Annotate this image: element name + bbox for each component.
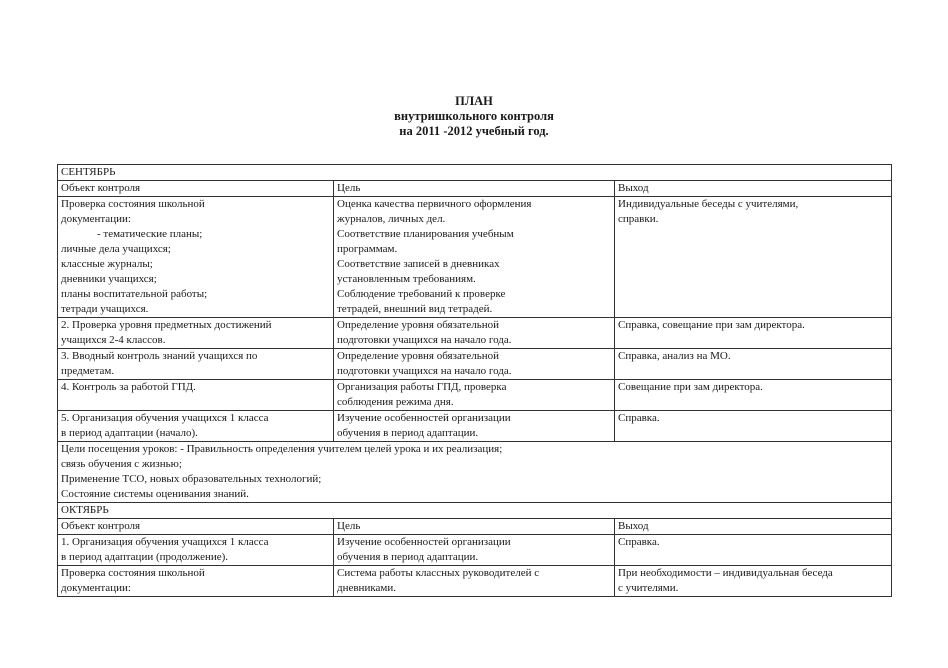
goal-cell (334, 349, 615, 380)
document-header (0, 94, 948, 139)
table-row (58, 535, 892, 566)
object-cell (58, 566, 334, 597)
cell-line: Справка. (618, 412, 660, 424)
cell-line: дневники учащихся; (61, 273, 157, 285)
month-label: СЕНТЯБРЬ (58, 165, 892, 181)
cell-line: Применение ТСО, новых образовательных технологий; (61, 473, 322, 485)
cell-line: 1. Организация обучения учащихся 1 класса (61, 536, 269, 548)
column-header-row (58, 181, 892, 197)
object-cell (58, 535, 334, 566)
goal-cell (334, 411, 615, 442)
cell-line: тетрадей, внешний вид тетрадей. (337, 303, 493, 315)
cell-line: Проверка состояния школьной (61, 198, 205, 210)
cell-line: обучения в период адаптации. (337, 427, 479, 439)
table-row (58, 318, 892, 349)
cell-line: 4. Контроль за работой ГПД. (61, 381, 196, 393)
table-row (58, 197, 892, 318)
cell-line: документации: (61, 213, 131, 225)
goal-cell (334, 318, 615, 349)
output-cell (615, 380, 892, 411)
table-row (58, 380, 892, 411)
object-cell (58, 197, 334, 318)
table-row (58, 349, 892, 380)
cell-line: Соответствие планирования учебным (337, 228, 514, 240)
cell-line: подготовки учащихся на начало года. (337, 334, 512, 346)
column-header-object: Объект контроля (58, 181, 334, 197)
object-cell (58, 318, 334, 349)
cell-line: классные журналы; (61, 258, 153, 270)
cell-line: Изучение особенностей организации (337, 412, 511, 424)
output-cell (615, 349, 892, 380)
cell-line: предметам. (61, 365, 115, 377)
cell-line: Система работы классных руководителей с (337, 567, 540, 579)
cell-line: Индивидуальные беседы с учителями, (618, 198, 799, 210)
table-row (58, 411, 892, 442)
column-header-goal: Цель (334, 519, 615, 535)
document-period: на 2011 -2012 учебный год. (399, 124, 549, 138)
cell-line: 5. Организация обучения учащихся 1 класса (61, 412, 269, 424)
cell-line: учащихся 2-4 классов. (61, 334, 166, 346)
column-header-output: Выход (615, 519, 892, 535)
cell-line: обучения в период адаптации. (337, 551, 479, 563)
cell-line: журналов, личных дел. (337, 213, 446, 225)
cell-line: Оценка качества первичного оформления (337, 198, 532, 210)
table-row (58, 566, 892, 597)
cell-line: Справка, совещание при зам директора. (618, 319, 805, 331)
object-cell (58, 411, 334, 442)
cell-line: личные дела учащихся; (61, 243, 171, 255)
cell-line: с учителями. (618, 582, 679, 594)
column-header-object: Объект контроля (58, 519, 334, 535)
cell-line: соблюдения режима дня. (337, 396, 454, 408)
output-cell (615, 411, 892, 442)
cell-line: Состояние системы оценивания знаний. (61, 488, 249, 500)
cell-line: Справка, анализ на МО. (618, 350, 731, 362)
object-cell (58, 349, 334, 380)
lesson-goals-row (58, 442, 892, 503)
cell-line: Соответствие записей в дневниках (337, 258, 500, 270)
goal-cell (334, 535, 615, 566)
cell-line: 2. Проверка уровня предметных достижений (61, 319, 272, 331)
cell-line: планы воспитательной работы; (61, 288, 208, 300)
control-plan-table (57, 164, 892, 597)
month-row-october (58, 503, 892, 519)
cell-line: установленным требованиям. (337, 273, 476, 285)
column-header-output: Выход (615, 181, 892, 197)
output-cell (615, 197, 892, 318)
cell-line: программам. (337, 243, 398, 255)
cell-line: Справка. (618, 536, 660, 548)
cell-line: 3. Вводный контроль знаний учащихся по (61, 350, 258, 362)
cell-line: При необходимости – индивидуальная беседа (618, 567, 833, 579)
cell-line: Определение уровня обязательной (337, 319, 500, 331)
cell-line: Проверка состояния школьной (61, 567, 205, 579)
cell-line: - тематические планы; (97, 228, 203, 240)
document-subtitle: внутришкольного контроля (394, 109, 554, 123)
column-header-goal: Цель (334, 181, 615, 197)
cell-line: в период адаптации (начало). (61, 427, 198, 439)
month-label: ОКТЯБРЬ (58, 503, 892, 519)
cell-line: Цели посещения уроков: - Правильность определения учителем целей урока и их реализация; (61, 443, 503, 455)
goal-cell (334, 197, 615, 318)
cell-line: в период адаптации (продолжение). (61, 551, 229, 563)
column-header-row (58, 519, 892, 535)
lesson-goals-cell (58, 442, 892, 503)
cell-line: дневниками. (337, 582, 396, 594)
cell-line: Изучение особенностей организации (337, 536, 511, 548)
cell-line: Совещание при зам директора. (618, 381, 763, 393)
cell-line: связь обучения с жизнью; (61, 458, 182, 470)
cell-line: подготовки учащихся на начало года. (337, 365, 512, 377)
cell-line: Организация работы ГПД, проверка (337, 381, 507, 393)
document-title: ПЛАН (455, 94, 493, 108)
output-cell (615, 318, 892, 349)
output-cell (615, 566, 892, 597)
cell-line: Соблюдение требований к проверке (337, 288, 506, 300)
goal-cell (334, 380, 615, 411)
cell-line: документации: (61, 582, 131, 594)
object-cell (58, 380, 334, 411)
cell-line: Определение уровня обязательной (337, 350, 500, 362)
cell-line: тетради учащихся. (61, 303, 149, 315)
output-cell (615, 535, 892, 566)
goal-cell (334, 566, 615, 597)
cell-line: справки. (618, 213, 659, 225)
month-row-september (58, 165, 892, 181)
